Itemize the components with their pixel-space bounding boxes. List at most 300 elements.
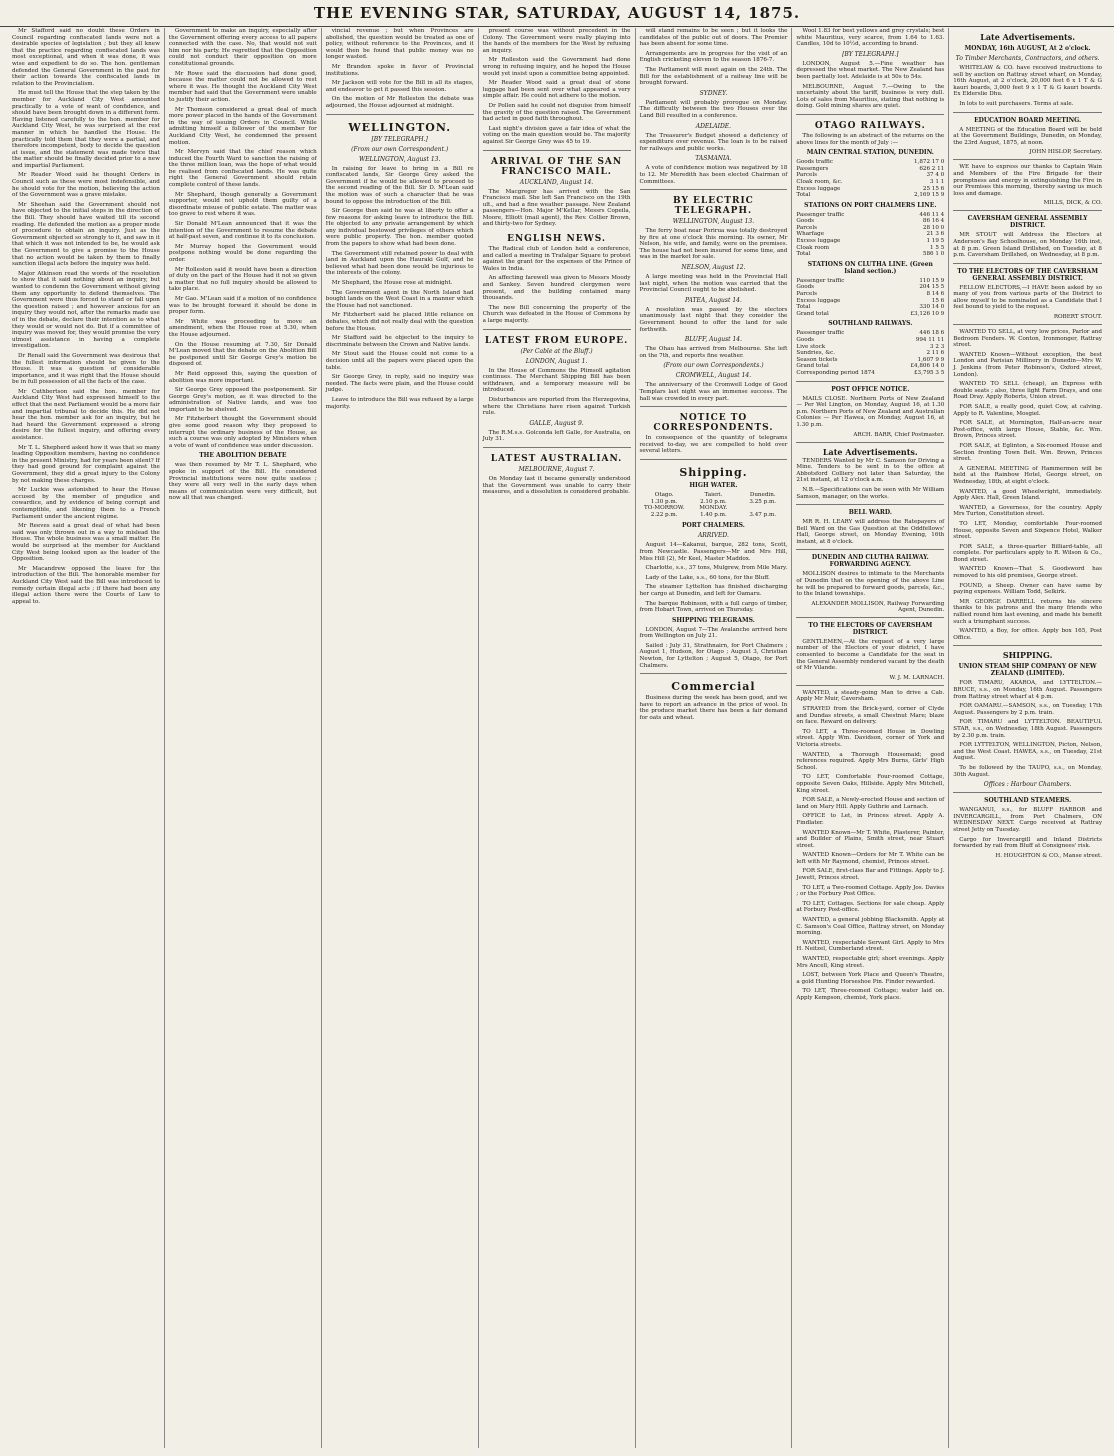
paragraph: Mr Jackson will vote for the Bill in all its stages, and endeavor to get it passed this session. <box>325 80 474 93</box>
small-ad: WANTED Known—Orders for Mr T. White can be left with Mr Raymond, chemist, Princes street. <box>796 852 945 865</box>
table-cell: 204 15 5 <box>919 284 945 291</box>
table-row <box>796 311 944 318</box>
masthead-title: THE EVENING STAR, SATURDAY, AUGUST 14, 1875. <box>313 4 801 22</box>
table-cell: Cloak room, &c. <box>796 178 843 185</box>
dateline: CROMWELL, August 14. <box>675 372 752 380</box>
table-row <box>796 298 944 305</box>
table-cell: Season tickets <box>796 356 838 363</box>
dateline: LONDON, August 1. <box>525 357 588 365</box>
paragraph: Mr Brandon spoke in favor of Provincial institutions. <box>325 63 474 77</box>
offices-line: Offices : Harbour Chambers. <box>983 781 1072 789</box>
table-cell: 2,169 15 9 <box>914 192 945 199</box>
table-cell: 15 6 <box>931 297 945 304</box>
small-ad: WANTED, a Boy, for office. Apply box 165, Post Office. <box>953 628 1102 641</box>
section-heading: NOTICE TO CORRESPONDENTS. <box>653 413 774 434</box>
table-row <box>796 251 944 258</box>
sailing-notice: FOR TIMARU, AKAROA, and LYTTELTON.—BRUCE, s.s., on Monday, 16th August. Passengers from Rattray street wharf at 4 p.m. <box>953 680 1102 700</box>
paragraph: Mr Stout said the House could not come to a decision until all the papers were placed upon the table. <box>325 351 474 371</box>
paragraph: Major Atkinson read the words of the resolution to show that it said nothing about an inquiry, but wanted to condemn the Government without giving them any opportunity to defend themselves. The Government were thus forced to stand or fall upon the question raised ; and however anxious for an inquiry they would not, after the remarks made use of in the debate, declare their intention as to what they would or would not do. But if a committee of inquiry was moved for, they would promise the very utmost assistance in having a complete investigation. <box>12 270 160 350</box>
paragraph: Mr Rolleston said it would have been a direction of duty on the part of the House had it not so given a matter that no full inquiry should be allowed to take place. <box>168 266 317 293</box>
advertisement: WHITELAW & CO. have received instructions to sell by auction on Rattray street wharf, on Monday, 16th August, at 2 o'clock, 20,000 feet 6 x 1 T & G kauri boards, 3,000 feet 9 x 1 T & G kauri boards. Ex Elderslie Dhu. <box>953 65 1102 98</box>
advertisement: MR R. H. LEARY will address the Ratepayers of Bell Ward on the Gas Question at the Oddfellows' Hall, George street, on Monday Evening, 16th instant, at 8 o'clock. <box>796 519 945 545</box>
small-ad: FOUND, a Sheep. Owner can have same by paying expenses. William Todd, Selkirk. <box>953 582 1102 596</box>
auction-subheading: To Timber Merchants, Contractors, and others. <box>955 55 1100 62</box>
paragraph: In raising for leave to bring in a Bill re confiscated lands, Sir George Grey asked the Government if he would be allowed to proceed to the second reading of the Bill. Sir D. M'Lean said the motion was of such a character that he was bound to oppose the introduction of the Bill. <box>325 165 474 205</box>
paragraph: In consequence of the quantity of telegrams received to-day, we are compelled to hold over several letters. <box>639 435 788 455</box>
dateline: ADELAIDE. <box>695 122 732 130</box>
divider <box>483 329 631 330</box>
table-cell: £3,795 3 5 <box>914 369 945 376</box>
paragraph: Mr Fitzherbert said he placed little reliance on debates, which did not really deal with the question before the House. <box>325 312 474 332</box>
table-cell: 586 1 0 <box>922 251 945 258</box>
shipping-item: The barque Robinson, with a full cargo of timber, from Hobart Town, arrived on Thursday. <box>639 600 788 614</box>
sailing-notice: FOR TIMARU and LYTTELTON. BEAUTIFUL STAR, s.s., on Wednesday, 18th August. Passengers by 2.30 p.m. train. <box>953 719 1102 739</box>
table-cell: 8 14 6 <box>926 291 945 298</box>
small-ad: TO LET, Comfortable Four-roomed Cottage, opposite Seven Oaks, Hillside. Apply Mrs Mitchell, King street. <box>796 774 945 794</box>
small-ad: WANTED, respectable Servant Girl. Apply to Mrs H. Neitzel, Cumberland street. <box>796 939 945 953</box>
table-row <box>796 284 944 291</box>
tide-cell: 2.10 p.m. <box>700 498 727 505</box>
paragraph: In the House of Commons the Plimsoll agitation continues. The Merchant Shipping Bill has been withdrawn, and a temporary measure will be introduced. <box>482 367 631 394</box>
paragraph: Business during the week has been good, and we have to report an advance in the price of wool. In the produce market there has been a fair demand for oats and wheat. <box>639 695 788 722</box>
shipping-telegrams-heading: SHIPPING TELEGRAMS. <box>672 616 755 624</box>
paragraph: Wool 1.83 for best yellows and grey crystals; best white Mauritius, very scarce, from 1.64 to 1.63. Candles, 10d to 10½d, according to brand. <box>796 28 945 48</box>
section-heading: LATEST AUSTRALIAN. <box>490 453 623 464</box>
paragraph: The Government agent in the North Island had bought lands on the West Coast in a manner which the House had not sanctioned. <box>325 289 474 309</box>
table-cell: 446 18 6 <box>919 330 945 337</box>
table-cell: £3,126 10 9 <box>910 310 945 317</box>
divider <box>953 645 1102 646</box>
divider <box>796 549 944 550</box>
small-ad: FOR SALE, first-class Bar and Fittings. Apply to J. Jewett, Princes street. <box>796 868 945 882</box>
paragraph: Mr Reid opposed this, saying the question of abolition was more important. <box>168 370 317 384</box>
table-row <box>796 350 944 357</box>
paragraph: On the House resuming at 7.30, Sir Donald M'Lean moved that the debate on the Abolition Bill be postponed until Sir George Grey's motion be disposed of. <box>168 341 317 368</box>
small-ad: FOR SALE, a Newly-erected House and section of land on Mary Hill. Apply Guthrie and Larnach. <box>796 797 945 810</box>
paragraph: will stand remains to be seen ; but it looks the candidates of the public out of doors. The Premier has been absent for some time. <box>639 28 788 48</box>
table-row <box>796 218 944 225</box>
table-heading: MAIN CENTRAL STATION, DUNEDIN. <box>806 149 934 157</box>
table-cell: Excess luggage <box>796 185 841 192</box>
column-1 <box>8 28 165 1448</box>
paragraph: Mr Fitzherbert thought the Government should give some good reason why they proposed to interrupt the ordinary business of the House, as such a course was only adopted by Ministers when a vote of want of confidence was under discussion. <box>168 416 317 449</box>
paragraph: vincial revenue ; but when Provinces are abolished, the question would be treated as one of policy, without reference to the Provinces, and it would then be found that public money was no longer wasted. <box>325 28 474 61</box>
column-3 <box>322 28 479 1448</box>
divider <box>640 406 788 407</box>
advertisement: MR STOUT will Address the Electors at Anderson's Bay Schoolhouse, on Monday 16th inst, at 8 p.m. Green Island Drillshed, on Tuesday, at 8 p.m. Caversham Drillshed, on Wednesday, at 8 p.m. <box>953 232 1102 259</box>
small-ad: TO LET, a Two-roomed Cottage. Apply Jos. Davies ; or the Forbury Post Office. <box>796 884 945 898</box>
auction-date: MONDAY, 16th AUGUST, At 2 o'clock. <box>964 45 1091 52</box>
table-cell: 3 2 3 <box>930 343 945 350</box>
table-cell: 994 11 11 <box>915 337 945 343</box>
sailing-notice: FOR OAMARU.—SAMSON, s.s., on Tuesday, 17th August. Passengers by 2 p.m. train. <box>953 703 1102 716</box>
table-cell: 21 3 6 <box>926 231 945 238</box>
shipping-telegram: LONDON, August 7—The Avalanche arrived here from Wellington on July 21. <box>639 626 788 640</box>
table-row <box>796 166 944 173</box>
table-row <box>796 337 944 344</box>
shipping-heading: SHIPPING. <box>1002 650 1053 661</box>
section-heading: LATEST FROM EUROPE. <box>484 335 629 346</box>
small-ad: FOR SALE, a three-quarter Billiard-table, all complete. For particulars apply to R. Wilson & Co., Bond street. <box>953 543 1102 563</box>
paragraph: Mr Mervyn said that the chief reason which induced the Fourth Ward to sanction the raising of the three million loan, was the hope of what would be realised from confiscated lands. He was quite right the General Government should retain complete control of these lands. <box>168 149 317 189</box>
table-cell: Total <box>796 304 811 311</box>
paragraph: Mr White was proceeding to move an amendment, when the House rose at 5.30, when the House adjourned. <box>168 318 317 338</box>
paragraph: MAILS CLOSE. Northern Ports of New Zealand — Per Wel Lington, on Monday, August 16, at 1.30 p.m. Northern Ports of New Zealand and Australian Colonies — Per Hawea, on Monday, August 16, at 1.30 p.m. <box>796 395 945 428</box>
sailing-notice: To be followed by the TAUPO, s.s., on Monday, 30th August. <box>953 764 1102 778</box>
paragraph: The Parliament will meet again on the 24th. The Bill for the establishment of a railway line will be brought forward. <box>639 66 788 87</box>
small-ad: WANTED, a Thorough Housemaid; good references required. Apply Mrs Burns, Girls' High School. <box>796 751 945 771</box>
divider <box>796 685 944 686</box>
tide-cell: Taieri. <box>704 491 723 498</box>
paragraph: The Radical club of London held a conference, and called a meeting in Trafalgar Square to protest against the grant for the expenses of the Prince of Wales in India. <box>482 246 631 272</box>
table-cell: Passenger traffic <box>796 277 845 284</box>
table-heading: SOUTHLAND RAILWAYS. <box>828 320 913 328</box>
table-cell: Excess luggage <box>796 238 841 245</box>
masthead <box>0 0 1114 27</box>
table-row <box>796 291 944 298</box>
paragraph: The Government still retained power to deal with land in Auckland upon the Hauraki Gulf, and he believed what had been done would be injurious to the interests of the colony. <box>325 250 474 277</box>
small-ad: WANTED, a general jobbing Blacksmith. Apply at C. Samson's Coal Office, Rattray street, on Monday morning. <box>796 917 945 937</box>
table-cell: 330 14 0 <box>919 304 945 311</box>
advertisement: GENTLEMEN,—At the request of a very large number of the Electors of your district, I have consented to become a Candidate for the seat in the General Assembly rendered vacant by the death of Mr Vilande. <box>796 638 945 672</box>
table-row <box>796 330 944 337</box>
table-row <box>796 225 944 232</box>
tide-cell <box>738 505 787 512</box>
tide-cell: 3.25 p.m. <box>749 498 777 505</box>
table-cell: Total <box>796 192 811 199</box>
small-ad: LOST, between York Place and Queen's Theatre, a gold Hunting Horseshoe Pin. Finder rewarded. <box>796 972 945 985</box>
column-5 <box>636 28 793 1448</box>
dateline: WELLINGTON, August 13. <box>672 218 755 226</box>
table-row <box>796 344 944 351</box>
shipping-item: Charlotte, s.s., 37 tons, Mulgrew, from Mile Mary. <box>645 565 788 572</box>
table-row <box>796 370 944 377</box>
section-heading: TO THE ELECTORS OF THE CAVERSHAM GENERAL ASSEMBLY DISTRICT. <box>957 267 1098 282</box>
paragraph: Mr Sheehan said the Government should not have objected to the initial steps in the direction of the Bill. They should have waited till its second reading. He defended the motion as a proper mode of procedure to obtain an inquiry. Just as the Government objected so strongly to it, and saw in it that which it was not intended to be, he would ask the Government to give a promise to the House that no action would be taken by them to finally sanction illegal acts before the inquiry was held. <box>12 201 160 268</box>
tide-cell: Dunedin. <box>749 491 776 498</box>
section-heading: OTAGO RAILWAYS. <box>814 120 926 131</box>
table-row <box>796 278 944 285</box>
advertisement: WE have to express our thanks to Captain Wain and Members of the Fire Brigade for their promptness and energy in extinguishing the Fire in our Premises this morning, thereby saving us much loss and damage. <box>953 164 1102 197</box>
divider <box>953 263 1102 264</box>
tide-cell: MONDAY. <box>699 505 728 512</box>
small-ad: STRAYED from the Brick-yard, corner of Clyde and Dundas streets, a small Chestnut Mare; blaze on face. Reward on delivery. <box>796 706 945 726</box>
table-cell: Goods traffic <box>796 159 833 166</box>
divider <box>796 381 944 382</box>
small-ad: MR GEORGE DARRELL returns his sincere thanks to his patrons and the many friends who rallied round him last evening, and made his benefit such a triumphant success. <box>953 598 1102 625</box>
divider <box>483 150 631 151</box>
column-4 <box>479 28 636 1448</box>
paragraph: A vote of confidence motion was negatived by 18 to 12. Mr Meredith has been elected Chairman of Committees. <box>639 165 788 185</box>
advertisement: In lots to suit purchasers. Terms at sale. <box>959 100 1074 107</box>
table-row <box>796 245 944 252</box>
table-cell: 86 16 4 <box>922 218 945 225</box>
small-ad: WANTED, respectable girl; short evenings. Apply Mrs Ancell, King street. <box>796 956 945 969</box>
section-heading: BELL WARD. <box>848 509 892 517</box>
small-ad: FOR SALE, at Eglinton, a Six-roomed House and Section fronting Town Belt. Wm. Brown, Princes street. <box>953 442 1102 463</box>
table-cell: Parcels <box>796 224 817 231</box>
commercial-heading: Commercial <box>671 680 756 694</box>
small-ad: WANTED Known—Mr T. White, Plasterer, Painter, and Builder of Plains, Smith street, near Stuart street. <box>796 829 945 849</box>
paragraph: Disturbances are reported from the Herzegovina, where the Christians have risen against Turkish rule. <box>482 396 631 417</box>
small-ad: TO LET, Cottages. Sections for sale cheap. Apply at Forbury Post-office. <box>796 900 945 914</box>
paragraph: Mr Rolleston said the Government had done wrong in refusing inquiry, and he hoped the House would yet insist upon a committee being appointed. <box>482 57 631 77</box>
table-cell: Goods <box>796 218 815 225</box>
divider <box>640 189 788 190</box>
divider <box>953 324 1102 325</box>
column-2 <box>165 28 322 1448</box>
paragraph: present course was without precedent in the Colony. The Government were really playing into the hands of the members for the West by refusing an inquiry. <box>482 28 631 54</box>
high-water-heading: HIGH WATER. <box>689 481 738 489</box>
paragraph: Mr Murray hoped the Government would postpone nothing would be done regarding the order. <box>168 243 317 263</box>
divider <box>953 210 1102 211</box>
paragraph: Mr Stafford said no doubt these Orders in Council regarding confiscated lands were not a desirable species of legislation ; but they all knew that the practice regarding confiscated lands was most exceptional, and when it was done, it was wise and expedient to do so. The hon. gentleman defended the General Government in the past for their action towards the confiscated lands in relation to the Provincialism. <box>12 28 160 87</box>
paragraph: Parliament will probably prorogue on Monday. The difficulty between the two Houses over the Land Bill resulted in a conference. <box>639 99 788 119</box>
paragraph: Mr Macandrew opposed the leave for the introduction of the Bill. The honorable member for Auckland City West said the Bill was introduced to remedy certain illegal acts ; if there had been any illegal action there were the Courts of Law to appeal to. <box>12 565 160 605</box>
paragraph: Mr Reeves said a great deal of what had been said was only thrown out in a way to mislead the House. The whole business was a small matter. He would be surprised at the member for Auckland City West being looked upon as the leader of the Opposition. <box>12 523 160 563</box>
paragraph: was then resumed by Mr T. L. Shephard, who spoke in support of the Bill. He considered Provincial institutions were now quite useless ; they were all very well in the early days when means of communication were very difficult, but now all that was changed. <box>168 462 317 502</box>
column-6 <box>792 28 949 1448</box>
table-cell: Passengers <box>796 165 829 172</box>
table-cell: Goods <box>796 337 815 343</box>
table-cell: 2 11 6 <box>926 350 945 357</box>
small-ad: TO LET, a Three-roomed House in Dowling street. Apply Wm. Davidson, corner of York and Victoria streets. <box>796 728 945 748</box>
divider <box>796 114 944 115</box>
section-heading: POST OFFICE NOTICE. <box>831 385 910 393</box>
dateline: MELBOURNE, August 7. <box>518 465 595 473</box>
small-ad: OFFICE to Let, in Princes street. Apply A. Findlater. <box>796 813 945 826</box>
table-row <box>796 363 944 370</box>
tide-cell: TO-MORROW. <box>643 505 685 512</box>
sailing-notice: Cargo for Invercargill and Inland Districts forwarded by rail from Bluff at Consignees' risk. <box>953 836 1102 850</box>
shipping-item: August 14—Kakanui, barque, 282 tons, Scott, from Newcastle. Passengers—Mr and Mrs Hill, Miss Hill (2), Mr Keel, Master Maddox. <box>639 542 788 562</box>
table-cell: 626 2 11 <box>919 165 945 172</box>
table-cell: Sundries, &c. <box>796 350 836 357</box>
table-row <box>796 159 944 166</box>
signature: JOHN HISLOP, Secretary. <box>1029 149 1102 156</box>
paragraph: The ferry boat near Porirua was totally destroyed by fire at one o'clock this morning. Its owner, Mr Nelson, his wife, and family, were on the premises. The house had not been insured for some time, and was in the market for sale. <box>639 228 788 261</box>
company-heading: UNION STEAM SHIP COMPANY OF NEW ZEALAND (LIMITED). <box>958 663 1097 678</box>
tide-cell: 3.47 p.m. <box>749 511 777 518</box>
small-ad: A GENERAL MEETING of Hammermen will be held at the Rainbow Hotel, George street, on Wednesday, 18th, at eight o'clock. <box>953 465 1102 485</box>
paragraph: The R.M.s.s. Golconda left Galle, for Australia, on July 31. <box>482 429 631 443</box>
divider <box>953 159 1102 160</box>
dateline: TASMANIA. <box>695 155 732 163</box>
dateline: SYDNEY. <box>699 89 728 97</box>
section-heading: DUNEDIN AND CLUTHA RAILWAY. FORWARDING AGENCY. <box>811 554 929 569</box>
small-ad: WANTED, a good Wheelwright, immediately. Apply Alex. Hall, Green Island. <box>953 488 1102 502</box>
shipping-item: The steamer Lyttelton has finished discharging her cargo at Dunedin, and left for Oamaru. <box>639 584 788 597</box>
divider <box>796 617 944 618</box>
dateline: AUCKLAND, August 14. <box>519 178 594 186</box>
dateline: WELLINGTON, August 13. <box>359 155 441 163</box>
table-heading: STATIONS ON CLUTHA LINE. (Green Island section.) <box>807 260 933 275</box>
small-ad: TO LET, Three-roomed Cottage; water laid on. Apply Kempson, chemist, York place. <box>796 988 945 1001</box>
small-ad: WANTED Known—Without exception, the best London and Parisian Millinery in Dunedin—Mrs W. J. Jenkins (from Peter Robinson's, Oxford street, London). <box>953 351 1102 378</box>
table-cell: Cloak room <box>796 244 830 251</box>
paragraph: LONDON, August 5.—Fine weather has depressed the wheat market. The New Zealand has been partially lost. Adelaide is at 50s to 54s. <box>796 60 945 80</box>
section-subheading: (From our own Correspondent.) <box>351 145 449 153</box>
paragraph: Arrangements are in progress for the visit of an English cricketing eleven to the season 1876-7. <box>639 50 788 64</box>
signature: ROBERT STOUT. <box>1053 314 1102 321</box>
tide-table <box>640 492 788 518</box>
section-heading: BY ELECTRIC TELEGRAPH. <box>673 196 754 217</box>
tide-cell: Otago. <box>654 491 674 498</box>
section-subheading: [BY TELEGRAPH.] <box>371 135 428 143</box>
table-cell: Wharfage <box>796 231 825 238</box>
returns-table <box>796 212 944 258</box>
paragraph: He must tell the House that the step taken by the member for Auckland City West amounted practically to a vote of want of confidence, and should have been brought down in a different form. Having listened carefully to the hon. member for Auckland City West, he was surprised at the rest manner in which he handled the House. He practically told them that they were a partial, and therefore incompetent, body to decide the question at issue, and the statement was made twice that the matter should be finally decided prior to a new and impartial Parliament. <box>12 90 160 169</box>
paragraph: Mr Reader Wood said he thought Orders in Council such as these were most indefensible, and he should vote for the motion, believing the action of the Government was a grave mistake. <box>12 172 160 199</box>
paragraph: Sir George Grey, in reply, said no inquiry was needed. The facts were plain, and the House could judge. <box>325 374 474 394</box>
company-heading: SOUTHLAND STEAMERS. <box>984 797 1072 805</box>
section-heading: CAVERSHAM GENERAL ASSEMBLY DISTRICT. <box>967 215 1088 230</box>
table-row <box>796 186 944 193</box>
small-ad: WANTED Known—That S. Goodsword has removed to his old premises, George street. <box>953 566 1102 580</box>
advertisement: FELLOW ELECTORS,—I HAVE been asked by so many of you from various parts of the District to allow myself to be nominated as a Candidate that I feel bound to yield to the request. <box>953 284 1102 311</box>
paragraph: MELBOURNE, August 7.—Owing to the uncertainty about the tariff, business is very dull. Lots of sales from Mauritius, stating that nothing is doing. Gold mining shares are quiet. <box>796 83 945 110</box>
paragraph: A resolution was passed by the electors unanimously last night that they consider the Government bound to offer the land for sale forthwith. <box>639 306 788 333</box>
table-cell: Total <box>796 251 811 258</box>
section-heading: ENGLISH NEWS. <box>507 234 607 245</box>
table-cell: Parcels <box>796 172 817 179</box>
paragraph: On Monday last it became generally understood that the Government was unable to carry their measures, and a dissolution is considered probable. <box>482 475 631 496</box>
dateline: BLUFF, August 14. <box>684 336 743 344</box>
table-cell: 446 11 4 <box>919 211 945 218</box>
signature: ARCH. BARR, Chief Postmaster. <box>853 431 945 438</box>
table-cell: 1,872 17 0 <box>914 159 945 166</box>
table-cell: Grand total <box>796 310 829 317</box>
table-cell: 1 5 5 <box>930 244 945 251</box>
small-ad: TO LET, Monday, comfortable Four-roomed House, opposite Seven and Sixpence Hotel, Walker street. <box>953 520 1102 541</box>
paragraph: Mr Rowe said the discussion had done good, because the matter could not be allowed to rest where it was. He thought the Auckland City West member had said that the Government were unable to justify their action. <box>168 70 317 103</box>
table-row <box>796 238 944 245</box>
returns-table <box>796 278 944 318</box>
small-ad: WANTED, a steady-going Man to drive a Cab. Apply Mr Muir, Caversham. <box>796 689 945 703</box>
column-7 <box>949 28 1106 1448</box>
section-heading: THE ABOLITION DEBATE <box>199 452 287 460</box>
paragraph: The Macgregor has arrived with the San Francisco mail. She left San Francisco on the 19th ult., and had a fine weather passage. New Zealand passengers—Hon. Major M'Kellar, Messrs Copeila, Moore, Elliott (mail agent), the Rev. Collier Brown, and thirty-two for Sydney. <box>482 188 631 228</box>
signature: H. HOUGHTON & CO., Manse street. <box>995 852 1102 859</box>
paragraph: The Ohau has arrived from Melbourne. She left on the 7th, and reports fine weather. <box>639 346 788 359</box>
returns-table <box>796 159 944 199</box>
advertisement: TENDERS Wanted by Mr C. Samson for Driving a Mine. Tenders to be sent in to the office at Abbotsford Colliery not later than Saturday, the 21st instant, at 12 o'clock a.m. <box>796 457 945 484</box>
paragraph: The anniversary of the Cromwell Lodge of Good Templars last night was an immense success. The hall was crowded in every part. <box>639 382 788 402</box>
divider <box>796 442 944 443</box>
paragraph: Dr Pollen said he could not disguise from himself the gravity of the question raised. The Government had acted in good faith throughout. <box>482 102 631 123</box>
divider <box>953 792 1102 793</box>
table-row <box>796 231 944 238</box>
port-heading: PORT CHALMERS. <box>681 522 745 530</box>
shipping-heading: Shipping. <box>679 465 748 479</box>
paragraph: The Treasurer's Budget showed a deficiency of expenditure over revenue. The loan is to be raised for railways and public works. <box>639 132 788 152</box>
section-heading: EDUCATION BOARD MEETING. <box>974 116 1082 124</box>
paragraph: Mr Stafford said he objected to the inquiry to discriminate between the Crown and Native lands. <box>325 335 474 348</box>
small-ad: FOR SALE, a really good, quiet Cow, at calving. Apply to R. Valentine, Mosgiel. <box>953 404 1102 417</box>
table-row <box>796 212 944 219</box>
table-row <box>796 179 944 186</box>
section-heading: ARRIVAL OF THE SAN FRANCISCO MAIL. <box>490 156 623 177</box>
arrived-heading: ARRIVED. <box>697 532 729 540</box>
section-heading: TO THE ELECTORS OF CAVERSHAM DISTRICT. <box>808 621 933 636</box>
tide-cell: 1.40 p.m. <box>700 511 727 518</box>
table-cell: Live stock <box>796 343 826 350</box>
divider <box>640 673 788 674</box>
late-ads-heading: Late Advertisements. <box>822 446 918 457</box>
sailing-notice: FOR LYTTELTON, WELLINGTON, Picton, Nelson, and the West Coast. HAWEA, s.s., on Tuesday, 21st August. <box>953 742 1102 762</box>
paragraph: Mr Gao. M'Lean said if a motion of no confidence was to be brought forward it should be done in proper form. <box>168 295 317 316</box>
paragraph: Mr Reader Wood said a great deal of stone luggage had been sent over what appeared a very simple affair. He could not adhere to the motion. <box>482 80 631 100</box>
paragraph: The new Bill concerning the property of the Church was defeated in the House of Commons by a large majority. <box>482 304 631 324</box>
table-cell: Excess luggage <box>796 297 841 304</box>
paragraph: Mr Shephard, though generally a Government supporter, would not uphold them guilty of a disordinate misuse of public estate. The matter was too grave to rest where it was. <box>168 191 317 218</box>
dateline: NELSON, August 12. <box>681 264 746 272</box>
shipping-item: Lady of the Lake, s.s., 60 tons, for the Bluff. <box>645 574 770 581</box>
paragraph: Mr Thomson considered a great deal of much more power placed in the hands of the Government in the way of issuing Orders in Council. While admitting himself a follower of the member for Auckland City West, he condemned the present motion. <box>168 106 317 146</box>
returns-table <box>796 330 944 376</box>
shipping-telegram: Sailed : July 31, Strathnairn, for Port Chalmers ; August 1, Hudson, for Otago ; August 3, Christian Newton, for Lyttelton ; August 5, Otago, for Port Chalmers. <box>639 642 788 669</box>
paragraph: Sir George Grey opposed the postponement. Sir George Grey's motion, as it was directed to the administration of Native lands, and was too important to be shelved. <box>168 387 317 413</box>
small-ad: WANTED TO SELL, at very low prices, Parlor and Bedroom Fenders. W. Conton, Ironmonger, Rattray street. <box>953 329 1102 349</box>
section-subheading: [BY TELEGRAPH.] <box>842 50 899 58</box>
table-cell: Goods <box>796 284 815 291</box>
table-cell: Corresponding period 1874 <box>796 369 875 376</box>
signature: MILLS, DICK, & CO. <box>1043 200 1102 207</box>
dateline: GALLE, August 9. <box>529 419 584 427</box>
table-cell: Passenger traffic <box>796 211 845 218</box>
advertisement: N.B.—Specifications can be seen with Mr William Samson, manager, on the works. <box>796 486 945 500</box>
newspaper-columns <box>8 28 1106 1448</box>
paragraph: On the motion of Mr Rolleston the debate was adjourned, the House adjourned at midnight. <box>325 96 474 109</box>
table-cell: Passenger traffic <box>796 330 845 337</box>
signature: W. J. M. LARNACH. <box>889 674 945 681</box>
divider <box>326 114 474 115</box>
paragraph: Last night's division gave a fair idea of what the voting on the main question would be. The majority against Sir George Grey was 45 to 19. <box>482 125 631 145</box>
table-cell: 28 10 0 <box>922 224 945 231</box>
divider <box>483 447 631 448</box>
divider <box>640 459 788 460</box>
small-ad: WANTED, a Governess, for the country. Apply Mrs Turton, Constitution street. <box>953 504 1102 518</box>
tide-cell: 1.30 p.m. <box>650 498 678 505</box>
table-cell: Parcels <box>796 291 817 298</box>
table-row <box>796 172 944 179</box>
divider <box>953 112 1102 113</box>
table-cell: 1 19 5 <box>926 238 945 245</box>
paragraph: Government to make an inquiry, especially after the Government offering every access to all papers connected with the case. No, that would not suit him nor his party. He regretted that the Opposition could not conduct their opposition on more constitutional grounds. <box>168 28 317 67</box>
table-cell: 110 15 9 <box>919 277 945 284</box>
paragraph: The following is an abstract of the returns on the above lines for the month of July :— <box>796 132 945 146</box>
table-row <box>796 192 944 199</box>
paragraph: Mr Shephard, the House rose at midnight. <box>331 280 453 287</box>
paragraph: Mr T. L. Shepherd asked how it was that so many leading Opposition members, having no confidence in the present Ministry, had for years been silent? If they had good ground for complaint against the Government, they did a great injury to the Colony by not making these charges. <box>12 444 160 484</box>
table-row <box>796 357 944 364</box>
table-heading: STATIONS ON PORT CHALMERS LINE. <box>804 201 937 209</box>
signature: ALEXANDER MOLLISON, Railway Forwarding Agent, Dunedin. <box>811 600 945 613</box>
section-subheading: (From our own Correspondents.) <box>663 362 764 370</box>
section-subheading: (Per Cable at the Bluff.) <box>520 347 593 355</box>
paragraph: Mr Cuthbertson said the hon. member for Auckland City West had expressed himself to the effect that the next Parliament would be a more fair and impartial tribunal to decide this. He did not hear the hon. member ask for an inquiry, but he had heard the Government expressed a strong desire for the fullest inquiry, and offering every assistance. <box>12 388 160 442</box>
paragraph: Mr Luckie was astonished to hear the House accused by the member of prejudice and cowardice, and by evidence of being corrupt and contemptible, and likening them to a French Parliament under the ancient régime. <box>12 487 160 520</box>
dateline: PATEA, August 14. <box>685 296 742 304</box>
table-row <box>796 304 944 311</box>
sailing-notice: WANGANUI, s.s., for BLUFF HARBOR and INVERCARGILL, from Port Chalmers, ON WEDNESDAY NEXT. Cargo received at Rattray street Jetty on Tuesday. <box>953 807 1102 833</box>
paragraph: An affecting farewell was given to Messrs Moody and Sankey. Seven hundred clergymen were present, and the building contained many thousands. <box>482 275 631 302</box>
divider <box>796 504 944 505</box>
advertisement: A MEETING of the Education Board will be held at the Government Buildings, Dunedin, on Monday, the 23rd August, 1875, at noon. <box>953 126 1102 146</box>
table-cell: 1,607 9 9 <box>917 356 945 363</box>
table-cell: 37 4 0 <box>926 172 945 179</box>
late-ads-heading: Late Advertisements. <box>980 32 1076 42</box>
